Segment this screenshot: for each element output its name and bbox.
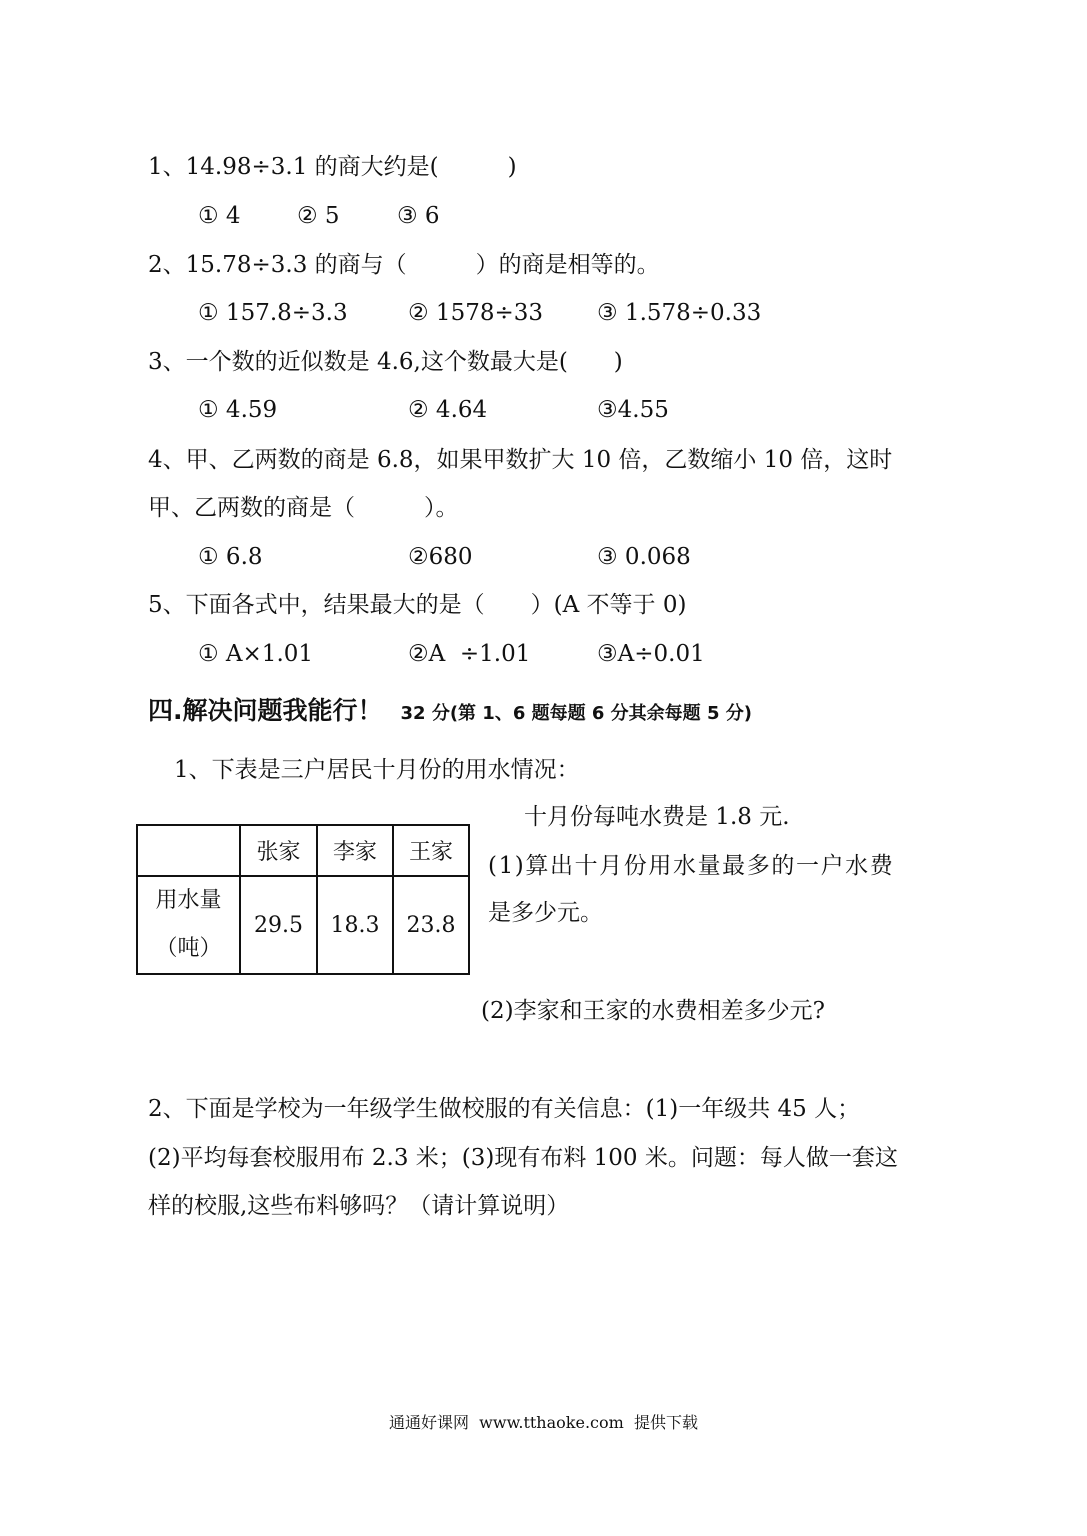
water-price-text: 十月份每吨水费是 1.8 元. <box>524 804 790 830</box>
problem-1-q1-line1: (1)算出十月份用水量最多的一户水费 <box>488 853 895 879</box>
table-value-wang: 23.8 <box>393 876 469 974</box>
problem-1-q2: (2)李家和王家的水费相差多少元? <box>481 998 825 1024</box>
q5-option-3: ③A÷0.01 <box>597 641 705 667</box>
table-header-wang: 王家 <box>393 825 469 876</box>
table-value-li: 18.3 <box>317 876 393 974</box>
q2-option-3: ③ 1.578÷0.33 <box>597 300 762 326</box>
table-header-row <box>137 825 469 876</box>
table-header-zhang: 张家 <box>240 825 317 876</box>
q4-option-1: ① 6.8 <box>198 544 263 570</box>
q3-option-2: ② 4.64 <box>408 397 488 423</box>
question-4-continuation: 甲、乙两数的商是（ ）。 <box>148 495 459 521</box>
q1-option-1: ① 4 <box>198 203 241 229</box>
q4-option-3: ③ 0.068 <box>597 544 691 570</box>
q4-option-2: ②680 <box>408 544 473 570</box>
water-usage-table <box>136 824 470 975</box>
q2-option-1: ① 157.8÷3.3 <box>198 300 348 326</box>
section-4-score-note: 32 分(第 1、6 题每题 6 分其余每题 5 分) <box>400 703 752 724</box>
q1-option-2: ② 5 <box>297 203 340 229</box>
question-5: 5、下面各式中，结果最大的是（ ）(A 不等于 0) <box>148 592 687 618</box>
table-value-zhang: 29.5 <box>240 876 317 974</box>
problem-2-line2: (2)平均每套校服用布 2.3 米；(3)现有布料 100 米。问题：每人做一套这 <box>148 1145 898 1171</box>
problem-2-line3: 样的校服,这些布料够吗？（请计算说明） <box>148 1193 570 1219</box>
problem-1-intro: 1、下表是三户居民十月份的用水情况： <box>174 757 580 783</box>
q5-option-2: ②A ÷1.01 <box>408 641 531 667</box>
table-row <box>137 876 469 974</box>
question-2: 2、15.78÷3.3 的商与（ ）的商是相等的。 <box>148 252 660 278</box>
question-3: 3、一个数的近似数是 4.6,这个数最大是( ) <box>148 349 623 375</box>
problem-1-q1-line2: 是多少元。 <box>488 900 603 926</box>
row-label-quantity: 用水量 <box>155 888 222 913</box>
question-1: 1、14.98÷3.1 的商大约是( ) <box>148 154 517 180</box>
row-label-unit: （吨） <box>155 936 222 961</box>
q3-option-1: ① 4.59 <box>198 397 278 423</box>
table-row-label <box>137 876 240 974</box>
problem-2-line1: 2、下面是学校为一年级学生做校服的有关信息：(1)一年级共 45 人； <box>148 1096 861 1122</box>
page-footer: 通通好课网 www.tthaoke.com 提供下载 <box>389 1413 698 1432</box>
q3-option-3: ③4.55 <box>597 397 669 423</box>
question-4: 4、甲、乙两数的商是 6.8，如果甲数扩大 10 倍，乙数缩小 10 倍，这时 <box>148 447 893 473</box>
section-4-heading <box>148 698 752 723</box>
q1-option-3: ③ 6 <box>397 203 440 229</box>
table-header-li: 李家 <box>317 825 393 876</box>
q2-option-2: ② 1578÷33 <box>408 300 544 326</box>
table-corner-cell <box>137 825 240 876</box>
section-4-title: 四.解决问题我能行！ <box>148 696 383 725</box>
q5-option-1: ① A×1.01 <box>198 641 314 667</box>
